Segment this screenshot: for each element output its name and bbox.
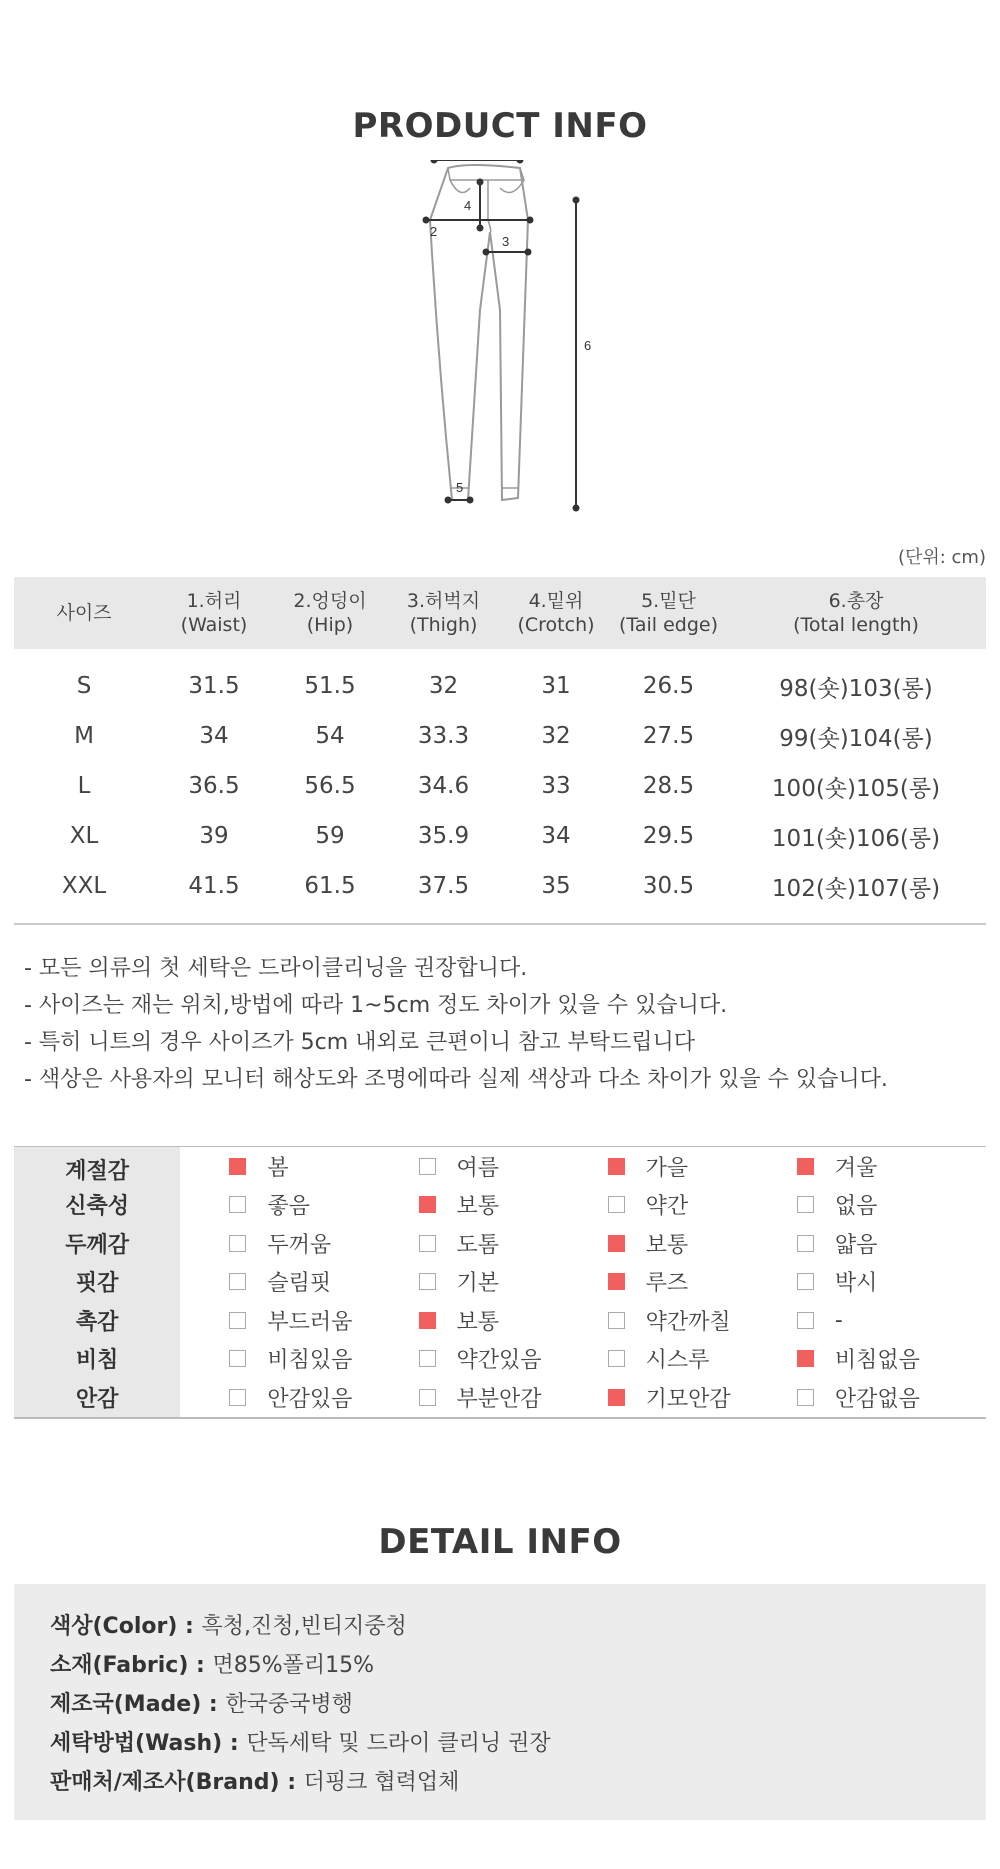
table-cell: 31 [541,673,571,699]
property-row [14,1340,986,1379]
detail-row [50,1685,986,1724]
checked-box-icon [797,1158,814,1175]
detail-info-title: DETAIL INFO [378,1522,622,1562]
checked-box-icon [419,1312,436,1329]
detail-value: 더핑크 협력업체 [303,1770,460,1795]
table-cell: 28.5 [642,773,695,799]
property-option [419,1151,608,1182]
table-cell: 61.5 [304,873,356,899]
property-row [14,1263,986,1302]
property-label: 핏감 [14,1263,180,1302]
property-option [608,1305,797,1336]
option-label: 약간있음 [456,1348,542,1374]
detail-key: 판매처/제조사(Brand) : [50,1770,304,1795]
option-label: 없음 [834,1194,878,1220]
table-cell: 37.5 [417,873,470,899]
detail-key: 색상(Color) : [50,1614,202,1639]
table-cell: 31.5 [188,673,240,699]
property-label: 비침 [14,1340,180,1379]
header-cell: 5.밑단 (Tail edge) [618,590,719,636]
checked-box-icon [229,1158,246,1175]
table-cell: 56.5 [304,773,356,799]
table-cell: M [74,723,94,749]
table-row [14,811,986,861]
property-row [14,1378,986,1417]
option-label: 시스루 [645,1348,710,1374]
property-label: 계절감 [14,1147,180,1186]
header-cell: 3.허벅지 (Thigh) [406,590,481,636]
property-option [229,1305,418,1336]
header-cell: 4.밑위 (Crotch) [517,590,595,636]
property-option [229,1228,418,1259]
unchecked-box-icon [419,1158,436,1175]
table-row [14,761,986,811]
unchecked-box-icon [797,1389,814,1406]
unchecked-box-icon [229,1312,246,1329]
header-cell: 6.총장 (Total length) [793,590,919,636]
option-label: 두꺼움 [267,1232,332,1258]
label-3: 3 [502,234,510,249]
product-info-title: PRODUCT INFO [352,106,648,146]
header-cell: 사이즈 [56,602,112,624]
label-6: 6 [584,338,592,353]
table-cell: 100(숏)105(롱) [771,775,941,802]
property-option [797,1382,986,1413]
option-label: 부분안감 [456,1386,542,1412]
option-label: 비침없음 [834,1348,920,1374]
detail-info-box [14,1584,986,1820]
option-label: 박시 [834,1271,878,1297]
option-label: 비침있음 [267,1348,353,1374]
property-option [419,1343,608,1374]
table-cell: 102(숏)107(롱) [771,875,941,902]
pants-measurement-diagram [420,160,620,520]
option-label: 보통 [456,1309,500,1335]
detail-value: 면85%폴리15% [212,1653,375,1678]
table-cell: 98(숏)103(롱) [779,675,933,702]
table-row [14,711,986,761]
unchecked-box-icon [229,1389,246,1406]
note-line: - 색상은 사용자의 모니터 해상도와 조명에따라 실제 색상과 다소 차이가 있을 수 있습니다. [24,1067,888,1092]
size-table [14,577,986,925]
table-cell: 34.6 [417,773,470,799]
unchecked-box-icon [797,1273,814,1290]
table-cell: 32 [541,723,571,749]
note-line: - 특히 니트의 경우 사이즈가 5cm 내외로 큰편이니 참고 부탁드립니다 [24,1030,695,1055]
table-cell: 32 [428,673,459,699]
detail-row [50,1724,986,1763]
label-5: 5 [456,480,464,495]
option-label: 보통 [456,1194,500,1220]
detail-row [50,1646,986,1685]
note-line: - 사이즈는 재는 위치,방법에 따라 1~5cm 정도 차이가 있을 수 있습니다. [24,993,728,1018]
table-cell: XL [69,823,99,849]
option-label: 도톰 [456,1232,500,1258]
unchecked-box-icon [229,1350,246,1367]
property-option [229,1343,418,1374]
table-cell: 54 [315,723,345,749]
unchecked-box-icon [229,1196,246,1213]
property-row [14,1224,986,1263]
property-option [419,1228,608,1259]
property-option [797,1266,986,1297]
table-cell: 26.5 [642,673,695,699]
checked-box-icon [419,1196,436,1213]
property-option [608,1151,797,1182]
option-label: 얇음 [834,1232,878,1258]
checked-box-icon [608,1389,625,1406]
property-option [229,1266,418,1297]
property-row [14,1301,986,1340]
property-option [797,1228,986,1259]
property-row [14,1186,986,1225]
table-cell: XXL [61,873,107,899]
property-option [419,1382,608,1413]
unit-note: (단위: cm) [897,547,986,568]
property-table [14,1146,986,1419]
detail-row [50,1607,986,1646]
table-row [14,861,986,911]
table-cell: 35 [541,873,571,899]
table-cell: 33.3 [417,723,470,749]
option-label: 약간까칠 [645,1309,731,1335]
size-table-body [14,649,986,925]
property-option [419,1266,608,1297]
property-option [229,1189,418,1220]
property-option [797,1308,986,1333]
unchecked-box-icon [419,1235,436,1252]
unchecked-box-icon [797,1196,814,1213]
care-notes [24,950,888,1098]
option-label: 좋음 [267,1194,310,1220]
option-label: 여름 [456,1155,500,1181]
detail-row [50,1763,986,1802]
option-label: 보통 [645,1232,689,1258]
option-label: 안감없음 [834,1386,920,1412]
size-table-header [14,577,986,649]
detail-value: 한국중국병행 [225,1692,353,1717]
table-cell: 41.5 [188,873,240,899]
table-cell: 27.5 [642,723,695,749]
property-option [608,1228,797,1259]
option-label: 루즈 [645,1271,689,1297]
unchecked-box-icon [419,1273,436,1290]
table-cell: 34 [541,823,571,849]
unchecked-box-icon [608,1312,625,1329]
unchecked-box-icon [229,1273,246,1290]
table-cell: S [76,673,92,699]
table-cell: 51.5 [304,673,356,699]
detail-value: 흑청,진청,빈티지중청 [201,1614,407,1639]
option-label: 기모안감 [645,1386,731,1412]
option-label: 슬림핏 [267,1271,332,1297]
label-4: 4 [464,198,472,213]
property-option [608,1266,797,1297]
table-cell: 101(숏)106(롱) [771,825,941,852]
detail-key: 제조국(Made) : [50,1692,226,1717]
property-option [419,1189,608,1220]
property-option [608,1189,797,1220]
option-label: 약간 [645,1194,689,1220]
property-label: 촉감 [14,1301,180,1340]
property-label: 신축성 [14,1186,180,1225]
property-option [797,1343,986,1374]
unchecked-box-icon [419,1350,436,1367]
table-cell: 39 [199,823,229,849]
table-row [14,661,986,711]
checked-box-icon [797,1350,814,1367]
unchecked-box-icon [608,1196,625,1213]
unchecked-box-icon [419,1389,436,1406]
detail-value: 단독세탁 및 드라이 클리닝 권장 [246,1731,551,1756]
header-cell: 2.엉덩이 (Hip) [293,590,367,636]
unchecked-box-icon [229,1235,246,1252]
property-label: 두께감 [14,1224,180,1263]
property-option [608,1382,797,1413]
property-label: 안감 [14,1378,180,1417]
table-cell: L [77,773,91,799]
table-cell: 59 [315,823,345,849]
option-label: 봄 [267,1155,289,1181]
property-option [229,1382,418,1413]
unchecked-box-icon [797,1235,814,1252]
checked-box-icon [608,1273,625,1290]
checked-box-icon [608,1235,625,1252]
table-cell: 29.5 [642,823,695,849]
option-label: 부드러움 [267,1309,353,1335]
property-option [608,1343,797,1374]
table-cell: 99(숏)104(롱) [779,725,933,752]
option-label: - [834,1307,843,1333]
property-option [229,1151,418,1182]
detail-key: 세탁방법(Wash) : [50,1731,247,1756]
option-label: 겨울 [834,1155,878,1181]
checked-box-icon [608,1158,625,1175]
table-cell: 36.5 [188,773,240,799]
table-cell: 35.9 [417,823,470,849]
detail-key: 소재(Fabric) : [50,1653,213,1678]
header-cell: 1.허리 (Waist) [180,590,248,636]
property-option [797,1189,986,1220]
note-line: - 모든 의류의 첫 세탁은 드라이클리닝을 권장합니다. [24,956,528,981]
unchecked-box-icon [608,1350,625,1367]
property-option [419,1305,608,1336]
option-label: 기본 [456,1271,500,1297]
option-label: 안감있음 [267,1386,353,1412]
property-row [14,1147,986,1186]
table-cell: 33 [541,773,571,799]
table-cell: 30.5 [642,873,695,899]
table-cell: 34 [199,723,229,749]
unchecked-box-icon [797,1312,814,1329]
option-label: 가을 [645,1155,689,1181]
label-2: 2 [430,224,438,239]
property-option [797,1151,986,1182]
